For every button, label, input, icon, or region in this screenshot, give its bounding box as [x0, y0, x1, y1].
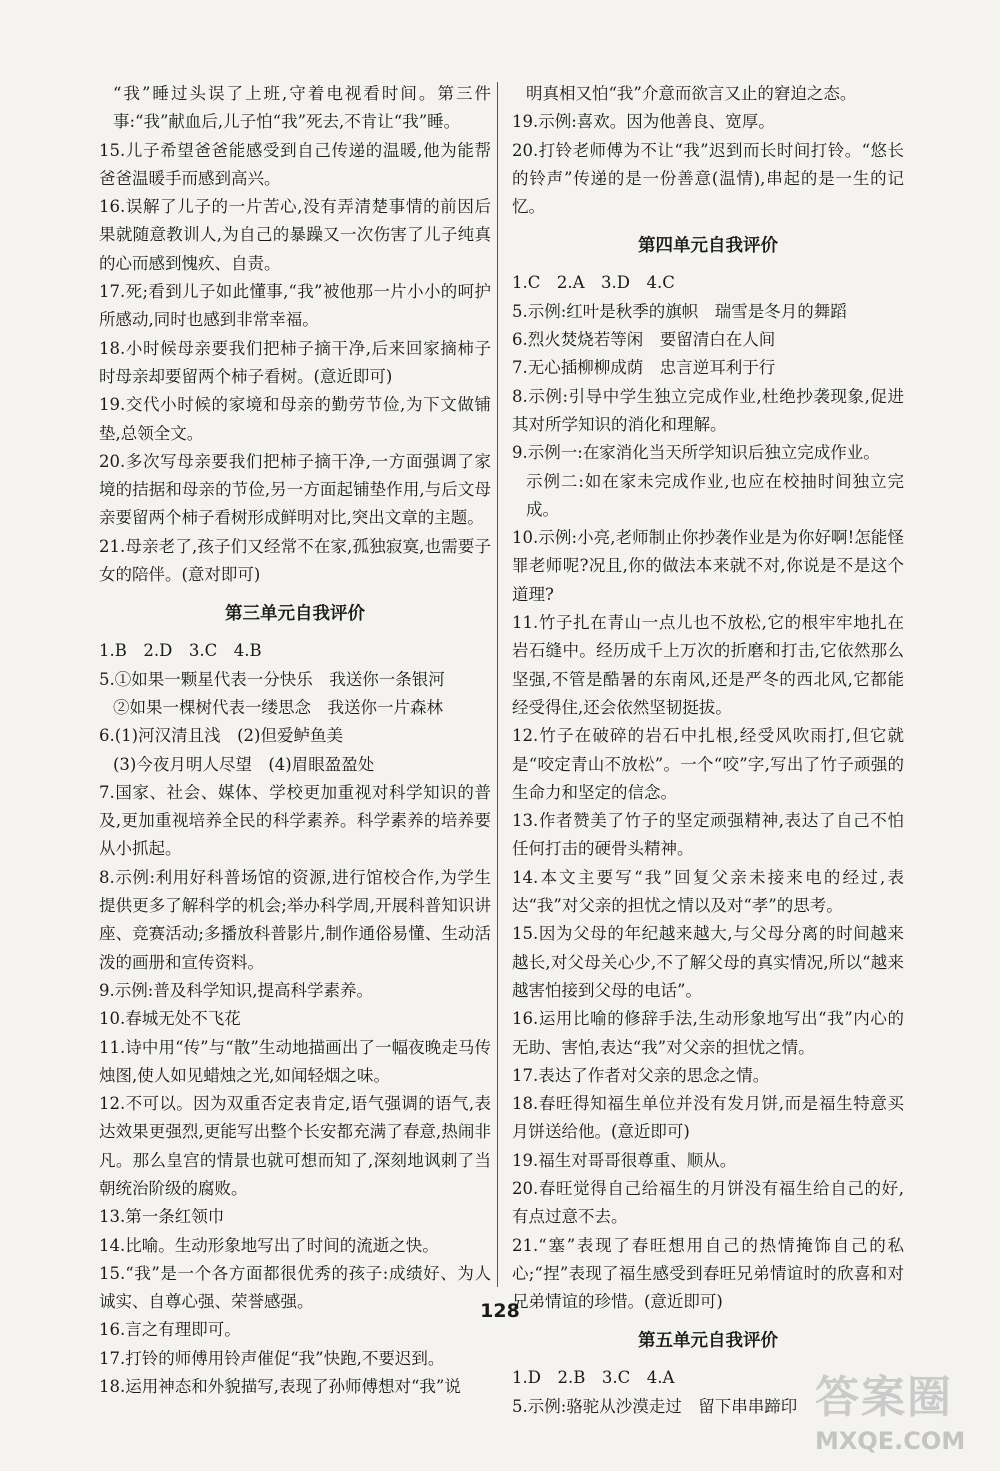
answer-item: 17.死;看到儿子如此懂事,“我”被他那一片小小的呵护所感动,同时也感到非常幸福。	[99, 282, 491, 330]
right-column	[512, 80, 904, 1421]
watermark	[815, 1372, 985, 1467]
answer-item: 8.示例:引导中学生独立完成作业,杜绝抄袭现象,促进其对所学知识的消化和理解。	[512, 386, 904, 434]
answer-item: 13.作者赞美了竹子的坚定顽强精神,表达了自己不怕任何打击的硬骨头精神。	[512, 811, 904, 859]
answer-item: 15.“我”是一个各方面都很优秀的孩子:成绩好、为人诚实、自尊心强、荣誉感强。	[99, 1263, 491, 1312]
answer-item: “我”睡过头误了上班,守着电视看时间。第三件事:“我”献血后,儿子怕“我”死去,不肯让“我”睡。	[113, 84, 491, 132]
answer-item: 14.比喻。生动形象地写出了时间的流逝之快。	[99, 1235, 439, 1255]
answer-item: 明真相又怕“我”介意而欲言又止的窘迫之态。	[526, 84, 857, 103]
answer-item: 13.第一条红领巾	[99, 1207, 225, 1227]
left-column	[99, 80, 491, 1401]
answer-item: 1.D 2.B 3.C 4.A	[512, 1368, 675, 1388]
answer-item: 5.①如果一颗星代表一分快乐 我送你一条银河	[99, 669, 445, 689]
answer-item: 21.母亲老了,孩子们又经常不在家,孤独寂寞,也需要子女的陪伴。(意对即可)	[99, 536, 491, 585]
answer-item: 16.言之有理即可。	[99, 1320, 241, 1340]
answer-item: 7.无心插柳柳成荫 忠言逆耳利于行	[512, 358, 776, 378]
answer-item: 20.春旺觉得自己给福生的月饼没有福生给自己的好,有点过意不去。	[512, 1178, 904, 1227]
answer-item: 1.C 2.A 3.D 4.C	[512, 273, 675, 293]
answer-item: 16.误解了儿子的一片苦心,没有弄清楚事情的前因后果就随意教训人,为自己的暴躁又一次伤害了儿子纯真的心而感到愧疚、自责。	[99, 197, 491, 273]
answer-item: 5.示例:红叶是秋季的旗帜 瑞雪是冬月的舞蹈	[512, 301, 847, 321]
answer-item: 6.(1)河汉清且浅 (2)但爱鲈鱼美	[99, 726, 343, 746]
answer-item: 5.示例:骆驼从沙漠走过 留下串串蹄印	[512, 1396, 798, 1416]
answer-item: 11.诗中用“传”与“散”生动地描画出了一幅夜晚走马传烛图,使人如见蜡烛之光,如闻轻烟之味。	[99, 1037, 491, 1085]
section-title: 第五单元自我评价	[638, 1331, 778, 1352]
answer-item: ②如果一棵树代表一缕思念 我送你一片森林	[113, 697, 443, 717]
answer-item: 15.因为父母的年纪越来越大,与父母分离的时间越来越长,对父母关心少,不了解父母的真实情况,所以“越来越害怕接到父母的电话”。	[512, 924, 904, 1000]
answer-item: 19.交代小时候的家境和母亲的勤劳节俭,为下文做铺垫,总领全文。	[99, 395, 491, 443]
answer-item: 12.竹子在破碎的岩石中扎根,经受风吹雨打,但它就是“咬定青山不放松”。一个“咬”字,写出了竹子顽强的生命力和坚定的信念。	[512, 726, 904, 802]
answer-item: 示例二:如在家未完成作业,也应在校抽时间独立完成。	[526, 471, 904, 519]
answer-item: 18.小时候母亲要我们把柿子摘干净,后来回家摘柿子时母亲却要留两个柿子看树。(意近即可)	[99, 338, 491, 386]
answer-item: 14.本文主要写“我”回复父亲未接来电的经过,表达“我”对父亲的担忧之情以及对“孝”的思考。	[512, 867, 904, 916]
section-title: 第三单元自我评价	[225, 604, 365, 625]
answer-item: 10.春城无处不飞花	[99, 1009, 241, 1029]
page-number: 128	[480, 1300, 520, 1322]
answer-item: 12.不可以。因为双重否定表肯定,语气强调的语气,表达效果更强烈,更能写出整个长安都充满了春意,热闹非凡。那么皇宫的情景也就可想而知了,深刻地讽刺了当朝统治阶级的腐败。	[99, 1094, 491, 1198]
answer-item: 1.B 2.D 3.C 4.B	[99, 641, 262, 661]
answer-item: 18.春旺得知福生单位并没有发月饼,而是福生特意买月饼送给他。(意近即可)	[512, 1094, 904, 1142]
answer-item: 16.运用比喻的修辞手法,生动形象地写出“我”内心的无助、害怕,表达“我”对父亲的担忧之情。	[512, 1009, 904, 1057]
answer-item: 6.烈火焚烧若等闲 要留清白在人间	[512, 330, 776, 350]
answer-item: 15.儿子希望爸爸能感受到自己传递的温暖,他为能帮爸爸温暖手而感到高兴。	[99, 140, 491, 188]
column-divider	[497, 82, 498, 1287]
answer-item: (3)今夜月明人尽望 (4)眉眼盈盈处	[113, 754, 375, 774]
section-title: 第四单元自我评价	[638, 236, 778, 257]
answer-item: 19.福生对哥哥很尊重、顺从。	[512, 1150, 737, 1170]
answer-item: 9.示例一:在家消化当天所学知识后独立完成作业。	[512, 443, 880, 463]
answer-item: 21.“塞”表现了春旺想用自己的热情掩饰自己的私心;“捏”表现了福生感受到春旺兄弟情谊时的欣喜和对兄弟情谊的珍惜。(意近即可)	[512, 1235, 904, 1312]
watermark-logo: 答案圈	[815, 1372, 953, 1423]
answer-item: 8.示例:利用好科普场馆的资源,进行馆校合作,为学生提供更多了解科学的机会;举办科学周,开展科普知识讲座、竞赛活动;多播放科普影片,制作通俗易懂、生动活泼的画册和宣传资料。	[99, 867, 491, 972]
answer-item: 17.打铃的师傅用铃声催促“我”快跑,不要迟到。	[99, 1348, 445, 1368]
answer-item: 18.运用神态和外貌描写,表现了孙师傅想对“我”说	[99, 1377, 461, 1397]
answer-item: 7.国家、社会、媒体、学校更加重视对科学知识的普及,更加重视培养全民的科学素养。科学素养的培养要从小抓起。	[99, 782, 491, 859]
answer-item: 17.表达了作者对父亲的思念之情。	[512, 1065, 770, 1085]
answer-item: 20.多次写母亲要我们把柿子摘干净,一方面强调了家境的拮据和母亲的节俭,另一方面起铺垫作用,与后文母亲要留两个柿子看树形成鲜明对比,突出文章的主题。	[99, 451, 491, 528]
answer-item: 19.示例:喜欢。因为他善良、宽厚。	[512, 112, 775, 132]
answer-item: 20.打铃老师傅为不让“我”迟到而长时间打铃。“悠长的铃声”传递的是一份善意(温情),串起的是一生的记忆。	[512, 140, 904, 217]
answer-item: 11.竹子扎在青山一点儿也不放松,它的根牢牢地扎在岩石缝中。经历成千上万次的折磨和打击,它依然那么坚强,不管是酷暑的东南风,还是严冬的西北风,它都能经受得住,还会依然坚韧挺拔。	[512, 613, 904, 717]
answer-item: 10.示例:小亮,老师制止你抄袭作业是为你好啊!怎能怪罪老师呢?况且,你的做法本来就不对,你说是不是这个道理?	[512, 528, 904, 604]
watermark-url: MXQE.COM	[815, 1427, 966, 1455]
answer-item: 9.示例:普及科学知识,提高科学素养。	[99, 980, 374, 1000]
